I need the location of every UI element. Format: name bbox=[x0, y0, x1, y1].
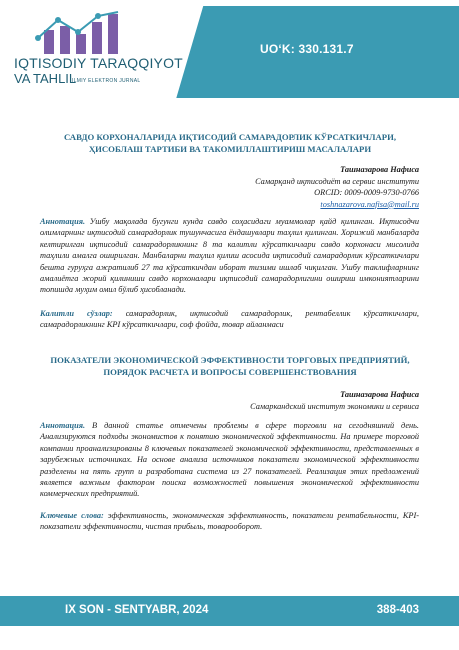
udk-code: UO‘K: 330.131.7 bbox=[260, 42, 354, 56]
abstract-label-uz: Аннотация. bbox=[40, 217, 86, 226]
keywords-label-uz: Калитли сўзлар: bbox=[40, 309, 113, 318]
article-title-uz: САВДО КОРХОНАЛАРИДА ИҚТИСОДИЙ САМАРАДОРЛИК КЎРСАТКИЧЛАРИ, ҲИСОБЛАШ ТАРТИБИ ВА ТАКОМИЛЛАШТИРИШ МАСАЛАЛАРИ bbox=[63, 132, 397, 154]
page-range: 388-403 bbox=[376, 604, 419, 616]
author-affiliation-uz: Самарқанд иқтисодиёт ва сервис институти bbox=[255, 176, 419, 186]
logo-subtitle: VA TAHLIL bbox=[14, 71, 77, 86]
abstract-ru bbox=[40, 420, 419, 500]
abstract-label-ru: Аннотация. bbox=[40, 421, 86, 430]
issue-label: IX SON - SENTYABR, 2024 bbox=[65, 604, 209, 616]
keywords-text-uz: самарадорлик, иқтисодий самарадорлик, рентабеллик кўрсаткичлари, самарадорликнинг KPI кўрсаткичлари, соф фойда, товар айланмаси bbox=[40, 309, 419, 330]
author-affiliation-ru: Самаркандский институт экономики и сервиса bbox=[250, 401, 419, 411]
author-name-ru: Ташназарова Нафиса bbox=[340, 390, 419, 399]
keywords-label-ru: Ключевые слова: bbox=[40, 511, 104, 520]
author-block-uz bbox=[255, 164, 419, 210]
keywords-text-ru: эффективность, экономическая эффективность, показатели рентабельности, KPI-показатели эффективности, чистая прибыль, товарооборот. bbox=[40, 511, 419, 532]
author-name-uz: Ташназарова Нафиса bbox=[340, 165, 419, 174]
journal-footer bbox=[0, 596, 459, 626]
journal-logo bbox=[14, 8, 194, 98]
abstract-text-ru: В данной статье отмечены проблемы в сфере торговли на сегодняшний день. Анализируются подходы экономистов к понятию экономической эффективности. На примере торговой компании проанализированы 8 ключевых показателей экономической эффективности, представленных в зарубежных источниках. На основе анализа источников показатели экономической эффективности разделены на пять групп и разработана система из 27 показателей. Реализация этих предложений является важным фактором поиска возможностей повышения экономической эффективности коммерческих предприятий. bbox=[40, 421, 419, 499]
logo-title: IQTISODIY TARAQQIYOT bbox=[14, 55, 183, 71]
abstract-text-uz: Ушбу мақолада бугунги кунда савдо соҳасидаги муаммолар қайд қилинган. Иқтисодчи олимларнинг иқтисодий самарадорлик тушунчасига ёндашувлари таҳлил қилинган. Хорижий манбаларда келтирилган иқтисодий самарадорликнинг 8 та калитли кўрсаткичлари савдо корхонаси мисолида таҳлили амалга оширилган. Манбаларни таҳлил қилиш асосида иқтисодий самарадорлик кўрсаткичлари бешта гуруҳга ажратилиб 27 та кўрсаткичдан иборат тизими ишлаб чиқилган. Ушбу таклифларнинг амалиётга жорий қилиниши савдо корхоналари иқтисодий самарадорлигини ошириш имкониятларини топишда муҳим омил бўлиб ҳисобланади. bbox=[40, 217, 419, 295]
bar-chart-logo-icon bbox=[18, 8, 158, 56]
logo-tagline: ILMIY ELEKTRON JURNAL bbox=[72, 78, 141, 84]
keywords-uz bbox=[40, 308, 419, 331]
journal-header bbox=[0, 0, 459, 98]
author-orcid: ORCID: 0009-0009-9730-0766 bbox=[314, 188, 419, 197]
keywords-ru bbox=[40, 510, 419, 533]
author-block-ru bbox=[250, 389, 419, 412]
article-title-ru: ПОКАЗАТЕЛИ ЭКОНОМИЧЕСКОЙ ЭФФЕКТИВНОСТИ ТОРГОВЫХ ПРЕДПРИЯТИЙ, ПОРЯДОК РАСЧЕТА И ВОПРОСЫ СОВЕРШЕНСТВОВАНИЯ bbox=[50, 355, 410, 377]
author-email-link[interactable]: toshnazarova.nafisa@mail.ru bbox=[320, 199, 419, 209]
abstract-uz bbox=[40, 216, 419, 296]
